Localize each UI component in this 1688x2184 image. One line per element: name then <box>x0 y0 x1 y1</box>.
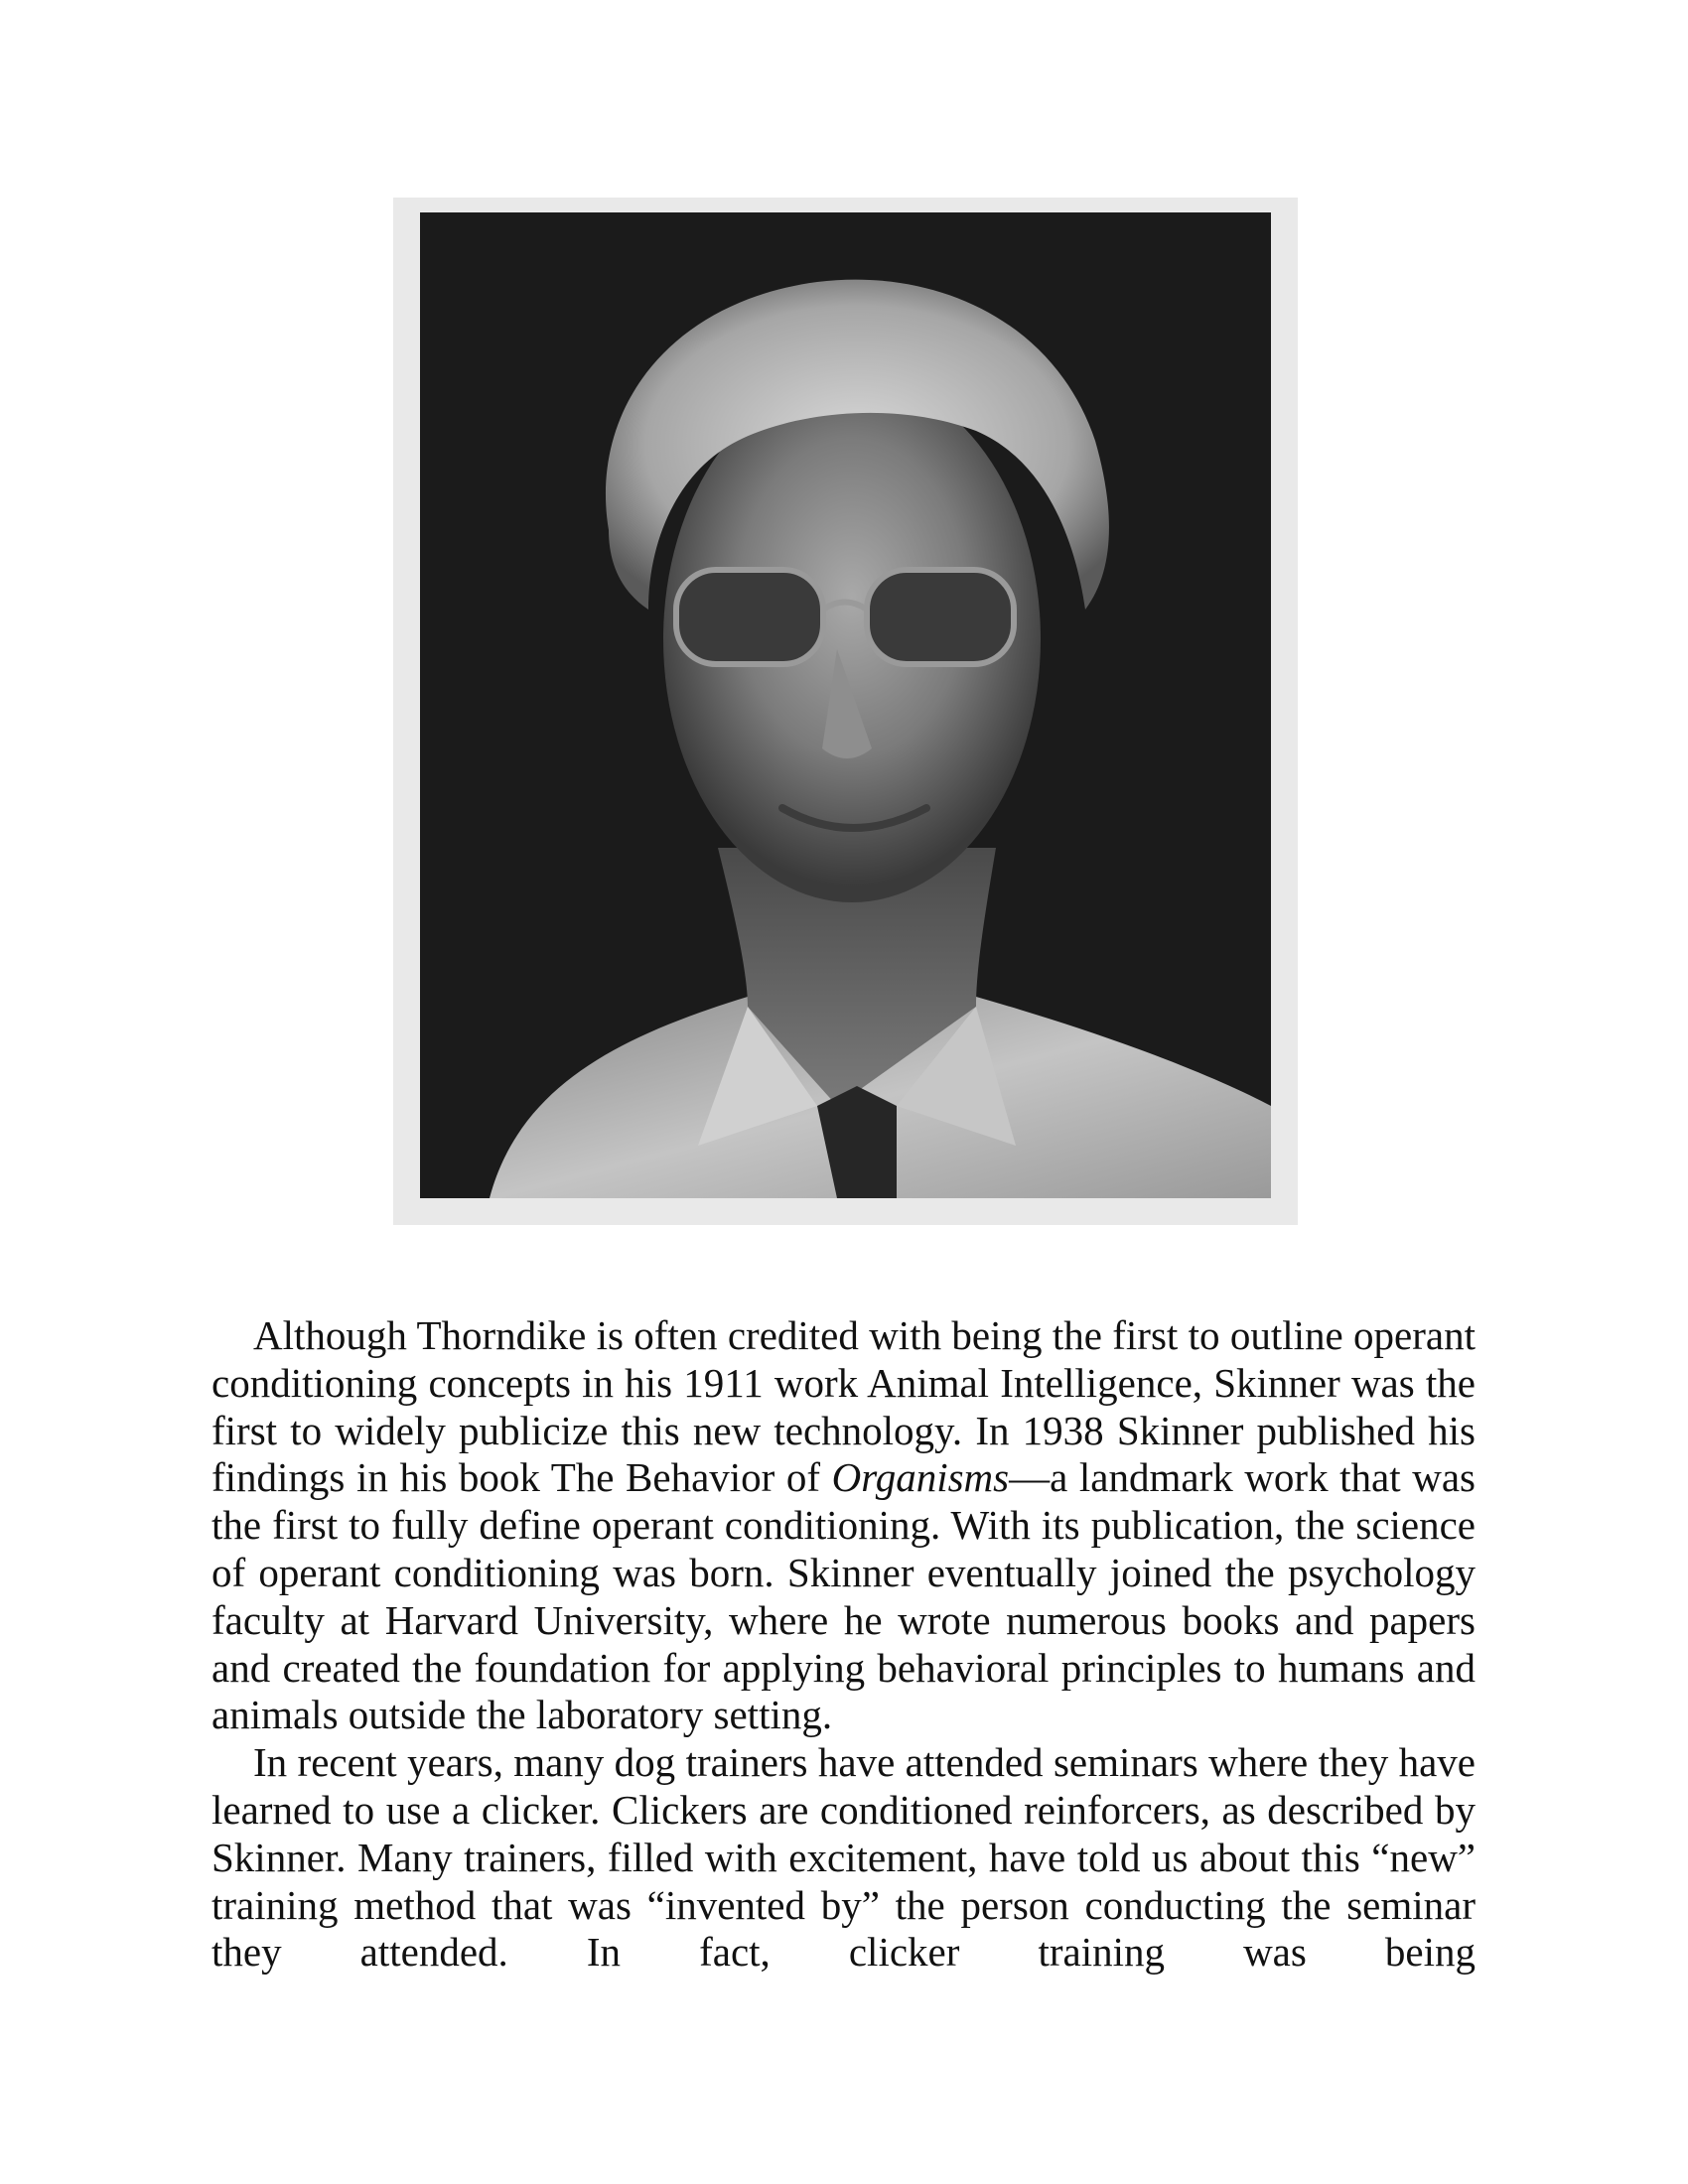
left-glasses-lens <box>676 570 823 664</box>
portrait-image <box>420 212 1271 1198</box>
portrait-photo <box>420 212 1271 1198</box>
paragraph-2: In recent years, many dog trainers have attended seminars where they have learned to use a clicker. Clickers are conditioned reinforcers, as described by Skinner. Many trainers, filled with excitement, have told us about this “new” training method that was “invented by” the person conducting the seminar they attended. In fact, clicker training was being <box>211 1739 1476 1976</box>
paragraph-1-italic-title: Organisms <box>831 1454 1010 1501</box>
body-text <box>211 1312 1476 1977</box>
paragraph-1-text-end: —a landmark work that was the first to fully define operant conditioning. With its publication, the science of operant conditioning was born. Skinner eventually joined the psychology faculty at Harvard University, where he wrote numerous books and papers and created the foundation for applying behavioral principles to humans and animals outside the laboratory setting. <box>211 1454 1476 1738</box>
right-glasses-lens <box>867 570 1014 664</box>
paragraph-1-text-start: Although Thorndike is often credited with being the first to outline operant conditioning concepts in his 1911 work Animal Intelligence, Skinner was the first to widely publicize this new technology. In 1938 Skinner published his findings in his book The Behavior of <box>211 1312 1476 1501</box>
paragraph-1 <box>211 1312 1476 1739</box>
